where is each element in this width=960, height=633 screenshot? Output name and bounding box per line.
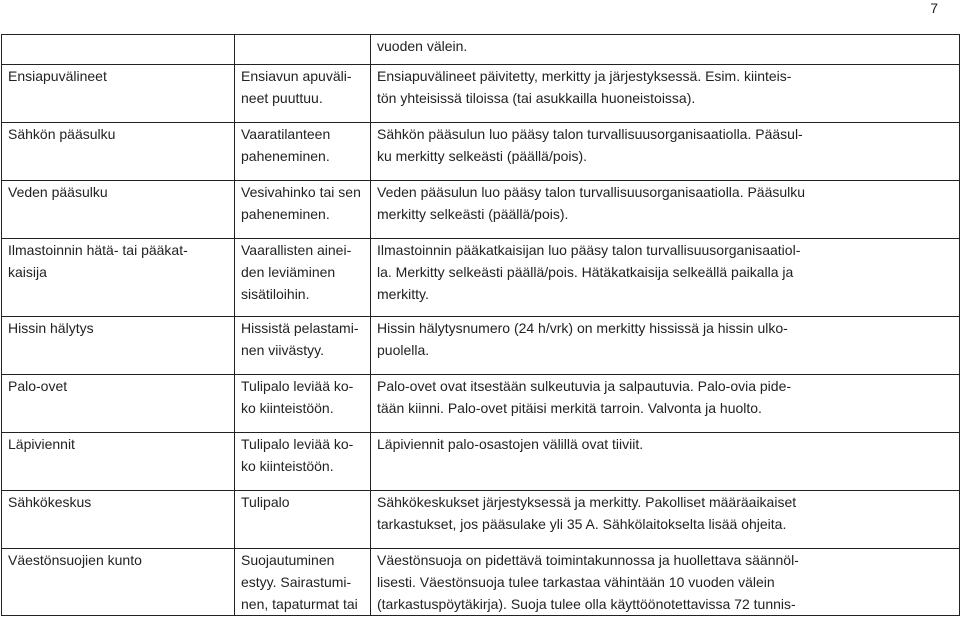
item-cell — [2, 433, 235, 491]
cell-line: Ensiapuvälineet päivitetty, merkitty ja järjestyksessä. Esim. kiinteis- — [377, 68, 792, 84]
cell-line: Palo-ovet — [8, 378, 68, 394]
cell-line: Suojautuminen — [241, 552, 335, 568]
cell-line: tään kiinni. Palo-ovet pitäisi merkitä tarroin. Valvonta ja huolto. — [377, 400, 762, 416]
cell-line: ko kiinteistöön. — [241, 400, 334, 416]
table-row — [2, 181, 960, 239]
cell-line: Sähkökeskus — [8, 494, 92, 510]
cell-line: vuoden välein. — [377, 38, 468, 54]
cell-line: sisätiloihin. — [241, 286, 310, 302]
cell-line: tarkastukset, jos pääsulake yli 35 A. Sähkölaitokselta lisää ohjeita. — [377, 516, 787, 532]
cell-line: estyy. Sairastumi- — [241, 574, 352, 590]
cell-line: Hissin hälytys — [8, 320, 94, 336]
cell-line: Ensiapuvälineet — [8, 68, 107, 84]
risk-cell — [235, 239, 371, 317]
risk-cell — [235, 375, 371, 433]
item-cell — [2, 549, 235, 616]
risk-cell — [235, 35, 371, 65]
risk-cell — [235, 549, 371, 616]
cell-line: Ilmastoinnin pääkatkaisijan luo pääsy talon turvallisuusorganisaatiol- — [377, 242, 801, 258]
cell-line: Palo-ovet ovat itsestään sulkeutuvia ja salpautuvia. Palo-ovia pide- — [377, 378, 792, 394]
checklist-table — [1, 34, 960, 616]
item-cell — [2, 123, 235, 181]
cell-line: Väestönsuoja on pidettävä toimintakunnossa ja huollettava säännöl- — [377, 552, 799, 568]
cell-line: kaisija — [8, 264, 47, 280]
cell-line: Veden pääsulun luo pääsy talon turvallisuusorganisaatiolla. Pääsulku — [377, 184, 806, 200]
cell-line: Tulipalo leviää ko- — [241, 378, 354, 394]
cell-line: Sähkökeskukset järjestyksessä ja merkitty. Pakolliset määräaikaiset — [377, 494, 797, 510]
cell-line: Vaarallisten ainei- — [241, 242, 352, 258]
item-cell — [2, 65, 235, 123]
item-cell — [2, 317, 235, 375]
table-row — [2, 433, 960, 491]
item-cell — [2, 375, 235, 433]
table-row — [2, 491, 960, 549]
cell-line: Sähkön pääsulun luo pääsy talon turvallisuusorganisaatiolla. Pääsul- — [377, 126, 803, 142]
cell-line: merkitty selkeästi (päällä/pois). — [377, 206, 569, 222]
risk-cell — [235, 317, 371, 375]
item-cell — [2, 491, 235, 549]
cell-line: Hissin hälytysnumero (24 h/vrk) on merkitty hississä ja hissin ulko- — [377, 320, 788, 336]
risk-cell — [235, 123, 371, 181]
page-number: 7 — [930, 0, 938, 16]
cell-line: merkitty. — [377, 286, 429, 302]
requirement-cell — [371, 123, 960, 181]
cell-line: Hissistä pelastami- — [241, 320, 359, 336]
cell-line: paheneminen. — [241, 148, 330, 164]
cell-line: den leviäminen — [241, 264, 336, 280]
table-row — [2, 123, 960, 181]
item-cell — [2, 239, 235, 317]
cell-line: (tarkastuspöytäkirja). Suoja tulee olla käyttöönotettavissa 72 tunnis- — [377, 596, 796, 612]
risk-cell — [235, 181, 371, 239]
table-row — [2, 35, 960, 65]
requirement-cell — [371, 65, 960, 123]
requirement-cell — [371, 491, 960, 549]
cell-line: Läpiviennit palo-osastojen välillä ovat tiiviit. — [377, 436, 644, 452]
item-cell — [2, 181, 235, 239]
cell-line: nen viivästyy. — [241, 342, 324, 358]
table-row — [2, 375, 960, 433]
table-row — [2, 317, 960, 375]
cell-line: lisesti. Väestönsuoja tulee tarkastaa vähintään 10 vuoden välein — [377, 574, 775, 590]
table-row — [2, 65, 960, 123]
cell-line: paheneminen. — [241, 206, 330, 222]
cell-line: ku merkitty selkeästi (päällä/pois). — [377, 148, 588, 164]
cell-line: ko kiinteistöön. — [241, 458, 334, 474]
cell-line: Läpiviennit — [8, 436, 75, 452]
item-cell — [2, 35, 235, 65]
requirement-cell — [371, 433, 960, 491]
table-row — [2, 549, 960, 616]
cell-line: Ensiavun apuväli- — [241, 68, 352, 84]
cell-line: puolella. — [377, 342, 430, 358]
risk-cell — [235, 491, 371, 549]
table-row — [2, 239, 960, 317]
requirement-cell — [371, 35, 960, 65]
cell-line: Väestönsuojien kunto — [8, 552, 142, 568]
cell-line: Veden pääsulku — [8, 184, 108, 200]
cell-line: neet puuttuu. — [241, 90, 323, 106]
cell-line: Tulipalo — [241, 494, 290, 510]
cell-line: Sähkön pääsulku — [8, 126, 116, 142]
cell-line: Tulipalo leviää ko- — [241, 436, 354, 452]
cell-line: Ilmastoinnin hätä- tai pääkat- — [8, 242, 188, 258]
requirement-cell — [371, 549, 960, 616]
risk-cell — [235, 65, 371, 123]
requirement-cell — [371, 239, 960, 317]
cell-line: nen, tapaturmat tai — [241, 596, 358, 612]
cell-line: la. Merkitty selkeästi päällä/pois. Hätäkatkaisija selkeällä paikalla ja — [377, 264, 794, 280]
risk-cell — [235, 433, 371, 491]
cell-line: Vaaratilanteen — [241, 126, 331, 142]
cell-line: tön yhteisissä tiloissa (tai asukkailla huoneistoissa). — [377, 90, 696, 106]
cell-line: Vesivahinko tai sen — [241, 184, 361, 200]
requirement-cell — [371, 375, 960, 433]
requirement-cell — [371, 181, 960, 239]
requirement-cell — [371, 317, 960, 375]
